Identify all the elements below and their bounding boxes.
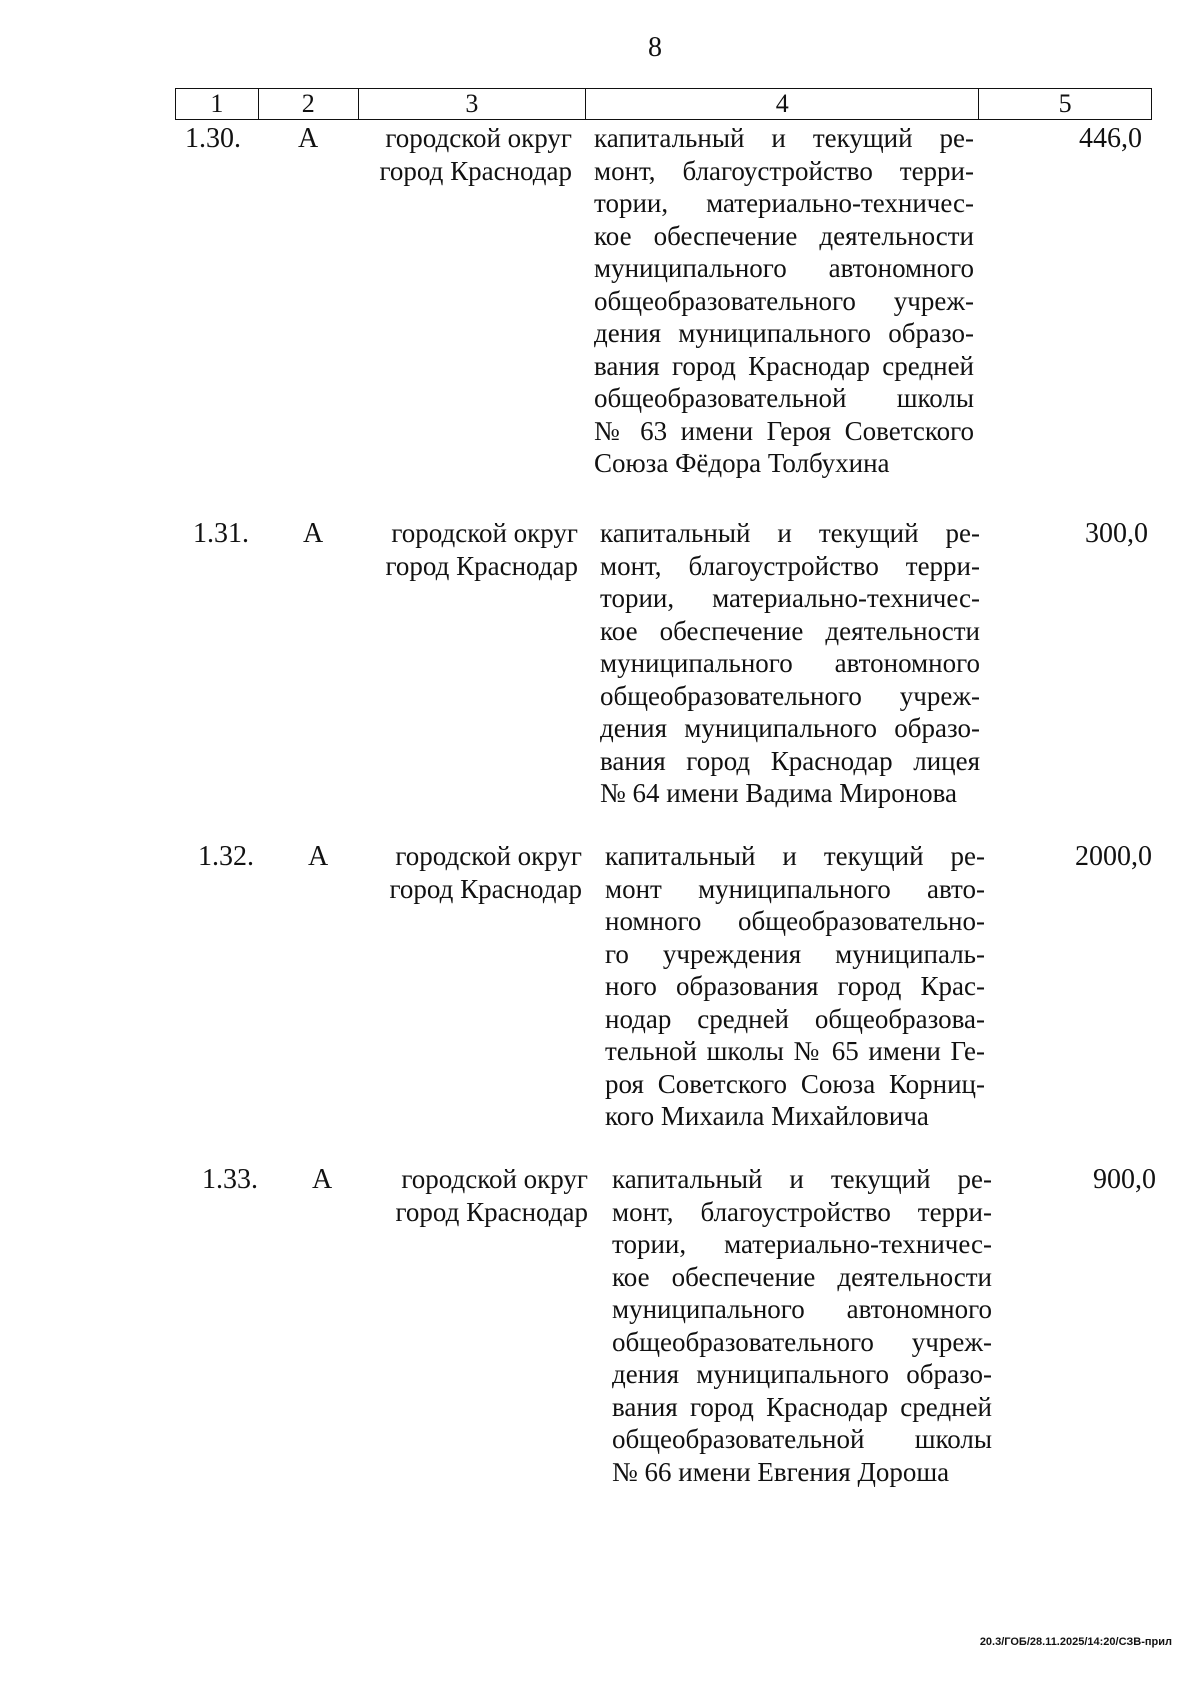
description-line: общеобразовательного учреж- xyxy=(594,285,974,316)
table-header xyxy=(175,88,1152,120)
header-col-4: 4 xyxy=(586,89,979,119)
description-line: тории, материально-техничес- xyxy=(600,583,980,613)
row-number: 1.31. xyxy=(193,518,249,549)
region-line: городской округ xyxy=(401,1164,588,1194)
row-letter: А xyxy=(303,518,324,549)
region-line: городской округ xyxy=(395,841,582,871)
header-col-1: 1 xyxy=(176,89,259,119)
description-line: роя Советского Союза Корниц- xyxy=(605,1068,985,1099)
description-line: вания город Краснодар средней xyxy=(594,350,974,381)
row-description xyxy=(594,122,974,480)
header-col-2: 2 xyxy=(259,89,359,119)
page-number: 8 xyxy=(648,32,662,63)
description-line: тории, материально-техничес- xyxy=(594,188,974,218)
header-col-3: 3 xyxy=(359,89,587,119)
region-line: город Краснодар xyxy=(379,156,572,186)
region-line: город Краснодар xyxy=(385,551,578,581)
description-line: Союза Фёдора Толбухина xyxy=(594,448,890,478)
description-line: дения муниципального образо- xyxy=(600,713,980,743)
row-letter: А xyxy=(312,1164,333,1195)
description-line: общеобразовательной школы xyxy=(612,1424,992,1454)
row-number: 1.30. xyxy=(185,123,241,154)
description-line: нодар средней общеобразова- xyxy=(605,1003,985,1034)
description-line: муниципального автономного xyxy=(600,648,980,678)
row-letter: А xyxy=(298,123,319,154)
description-line: монт, благоустройство терри- xyxy=(594,155,974,186)
description-line: номного общеобразовательно- xyxy=(605,906,985,936)
region-line: городской округ xyxy=(385,123,572,153)
description-line: муниципального автономного xyxy=(612,1294,992,1324)
description-line: дения муниципального образо- xyxy=(612,1359,992,1389)
description-line: № 63 имени Героя Советского xyxy=(594,415,974,446)
description-line: капитальный и текущий ре- xyxy=(594,123,974,153)
description-line: кое обеспечение деятельности xyxy=(600,615,980,646)
description-line: дения муниципального образо- xyxy=(594,318,974,348)
region-line: город Краснодар xyxy=(389,874,582,904)
description-line: вания город Краснодар лицея xyxy=(600,745,980,776)
description-line: капитальный и текущий ре- xyxy=(600,518,980,548)
description-line: тории, материально-техничес- xyxy=(612,1229,992,1259)
region-line: городской округ xyxy=(391,518,578,548)
row-description xyxy=(612,1163,992,1488)
description-line: муниципального автономного xyxy=(594,253,974,283)
row-amount: 300,0 xyxy=(1085,518,1148,549)
description-line: общеобразовательного учреж- xyxy=(612,1326,992,1357)
row-letter: А xyxy=(308,841,329,872)
description-line: кого Михаила Михайловича xyxy=(605,1101,929,1131)
description-line: монт муниципального авто- xyxy=(605,873,985,904)
description-line: ного образования город Крас- xyxy=(605,971,985,1001)
description-line: капитальный и текущий ре- xyxy=(605,841,985,871)
document-code: 20.3/ГОБ/28.11.2025/14:20/СЗВ-прил xyxy=(979,1636,1172,1648)
description-line: № 64 имени Вадима Миронова xyxy=(600,778,958,808)
description-line: монт, благоустройство терри- xyxy=(612,1196,992,1227)
row-amount: 2000,0 xyxy=(1075,841,1152,872)
description-line: № 66 имени Евгения Дороша xyxy=(612,1456,950,1487)
description-line: го учреждения муниципаль- xyxy=(605,938,985,969)
description-line: кое обеспечение деятельности xyxy=(612,1261,992,1292)
row-amount: 900,0 xyxy=(1093,1164,1156,1195)
row-description xyxy=(600,517,980,810)
description-line: общеобразовательного учреж- xyxy=(600,680,980,711)
row-description xyxy=(605,840,985,1133)
description-line: тельной школы № 65 имени Ге- xyxy=(605,1036,985,1066)
description-line: вания город Краснодар средней xyxy=(612,1391,992,1422)
description-line: монт, благоустройство терри- xyxy=(600,550,980,581)
description-line: капитальный и текущий ре- xyxy=(612,1164,992,1194)
description-line: общеобразовательной школы xyxy=(594,383,974,413)
row-region xyxy=(362,122,572,188)
row-number: 1.33. xyxy=(202,1164,258,1195)
row-amount: 446,0 xyxy=(1079,123,1142,154)
row-region xyxy=(378,1163,588,1229)
region-line: город Краснодар xyxy=(395,1197,588,1227)
row-number: 1.32. xyxy=(198,841,254,872)
description-line: кое обеспечение деятельности xyxy=(594,220,974,251)
row-region xyxy=(368,517,578,583)
row-region xyxy=(372,840,582,906)
header-col-5: 5 xyxy=(1058,89,1072,118)
